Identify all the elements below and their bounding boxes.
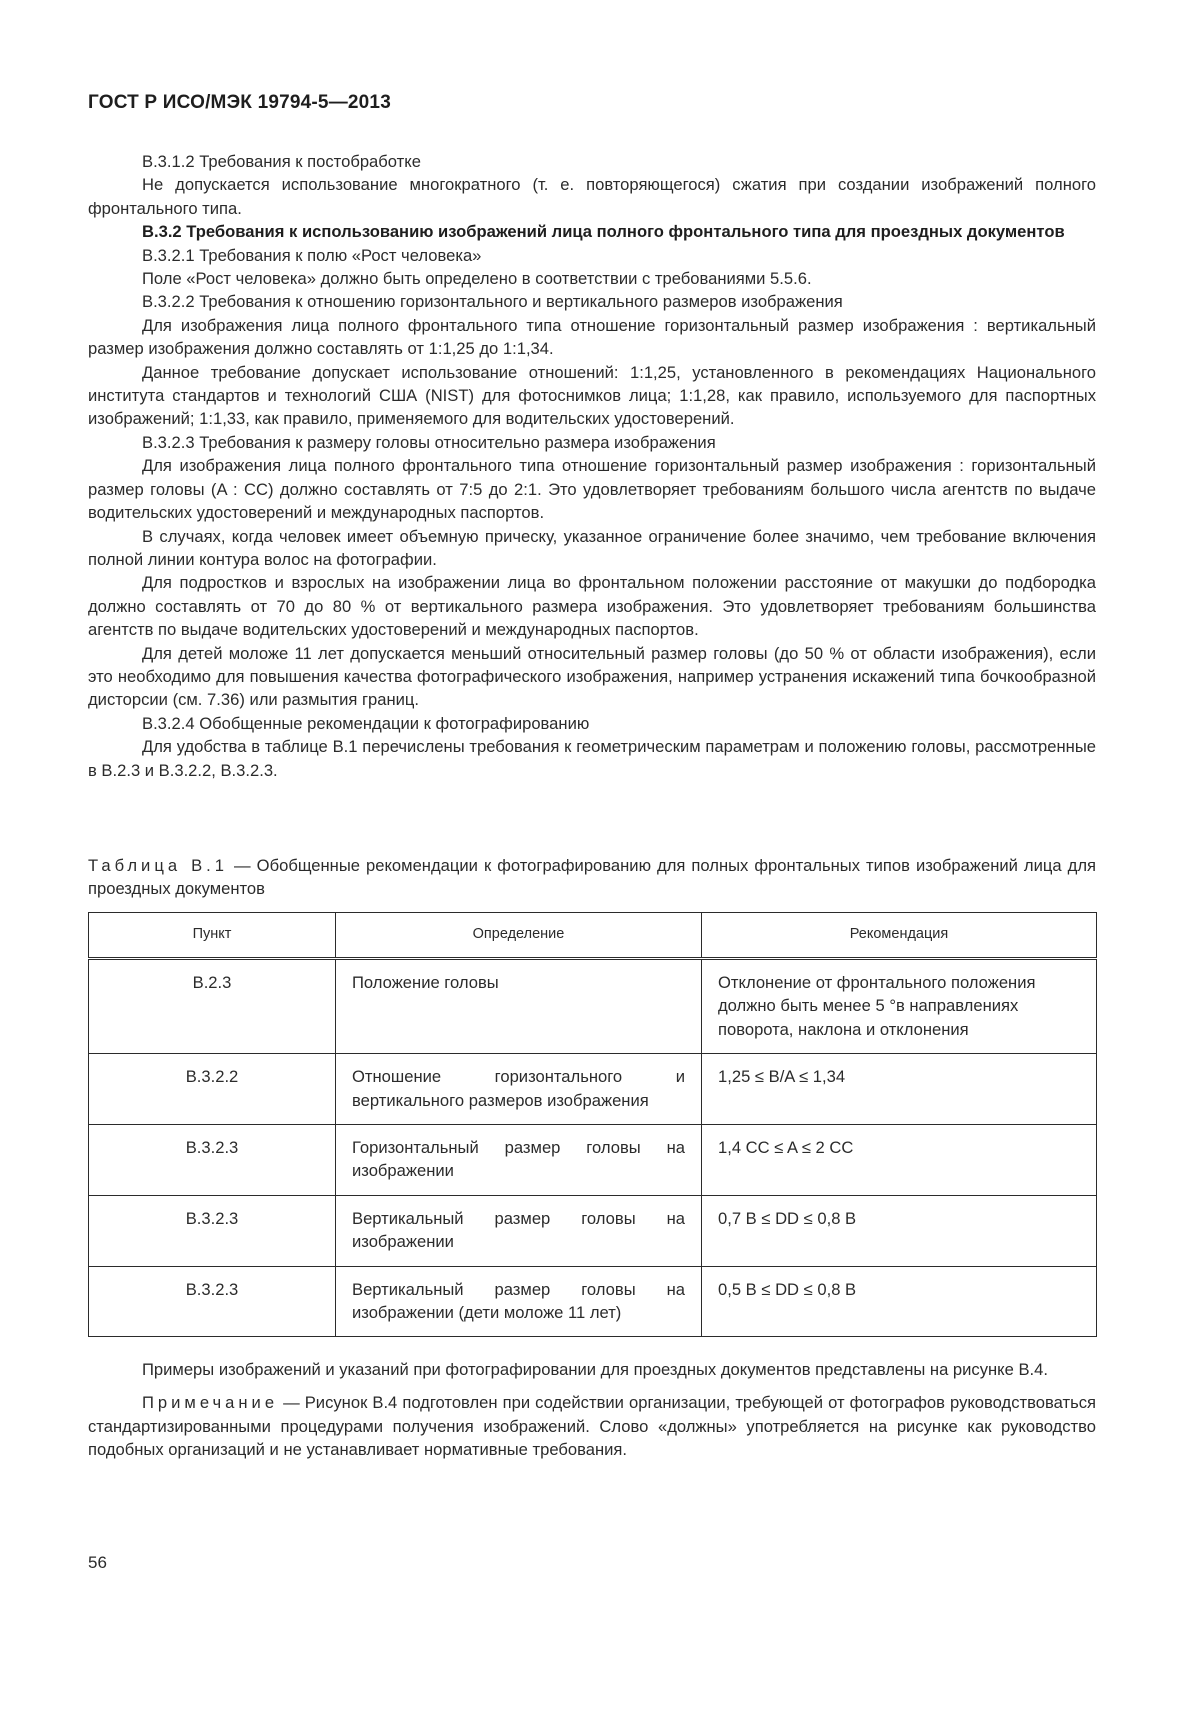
table-cell: Отношение горизонтального и вертикального размеров изображения <box>336 1054 702 1125</box>
paragraph: В.3.2.2 Требования к отношению горизонтального и вертикального размеров изображения <box>142 292 843 312</box>
table-caption-text: — Обобщенные рекомендации к фотографированию для полных фронтальных типов изображений лица для проездных документов <box>88 856 1096 899</box>
paragraph: Данное требование допускает использование отношений: 1:1,25, установленного в рекомендациях Национального института стандартов и технологий США (NIST) для фотоснимков лица; 1:1,28, как правило, используемого для паспортных изображений; 1:1,33, как правило, применяемого для водительских удостоверений. <box>88 362 1096 429</box>
table-cell: В.3.2.3 <box>89 1266 336 1337</box>
column-header-item: Пункт <box>89 913 336 959</box>
table-cell: 1,25 ≤ B/A ≤ 1,34 <box>702 1054 1097 1125</box>
table-cell: В.3.2.3 <box>89 1125 336 1196</box>
table-cell: 0,7 B ≤ DD ≤ 0,8 B <box>702 1195 1097 1266</box>
table-cell: Отклонение от фронтального положения должно быть менее 5 °в направлениях поворота, наклона и отклонения <box>702 959 1097 1054</box>
table-cell: Горизонтальный размер головы на изображении <box>336 1125 702 1196</box>
main-text <box>88 150 1096 782</box>
paragraph: Для удобства в таблице В.1 перечислены требования к геометрическим параметрам и положению головы, рассмотренные в В.2.3 и В.3.2.2, В.3.2.3. <box>88 737 1096 780</box>
note-label: Примечание <box>142 1393 279 1413</box>
table-cell: В.3.2.2 <box>89 1054 336 1125</box>
section-heading: В.3.2 Требования к использованию изображений лица полного фронтального типа для проездных документов <box>142 222 1065 242</box>
paragraph: Не допускается использование многократного (т. е. повторяющегося) сжатия при создании изображений полного фронтального типа. <box>88 175 1096 218</box>
column-header-definition: Определение <box>336 913 702 959</box>
table-cell: 0,5 B ≤ DD ≤ 0,8 B <box>702 1266 1097 1337</box>
paragraph: В.3.1.2 Требования к постобработке <box>142 152 421 171</box>
paragraph: В случаях, когда человек имеет объемную прическу, указанное ограничение более значимо, чем требование включения полной линии контура волос на фотографии. <box>88 526 1096 569</box>
table-cell: Вертикальный размер головы на изображении (дети моложе 11 лет) <box>336 1266 702 1337</box>
paragraph: Примеры изображений и указаний при фотографировании для проездных документов представлены на рисунке В.4. <box>142 1360 1048 1379</box>
paragraph: В.3.2.4 Обобщенные рекомендации к фотографированию <box>142 713 590 733</box>
table-row <box>89 1125 1097 1196</box>
paragraph: Поле «Рост человека» должно быть определено в соответствии с требованиями 5.5.6. <box>142 269 812 289</box>
column-header-recommendation: Рекомендация <box>702 913 1097 959</box>
paragraph: Для детей моложе 11 лет допускается меньший относительный размер головы (до 50 % от области изображения), если это необходимо для повышения качества фотографического изображения, например устранения искажений типа бочкообразной дисторсии (см. 7.36) или размытия границ. <box>88 643 1096 710</box>
document-header: ГОСТ Р ИСО/МЭК 19794-5—2013 <box>88 92 391 113</box>
table-cell: Вертикальный размер головы на изображении <box>336 1195 702 1266</box>
recommendations-table <box>88 912 1097 1337</box>
table-cell: 1,4 CC ≤ A ≤ 2 CC <box>702 1125 1097 1196</box>
table-cell: В.2.3 <box>89 959 336 1054</box>
note <box>88 1391 1096 1461</box>
paragraph: Для изображения лица полного фронтального типа отношение горизонтальный размер изображения : горизонтальный размер головы (A : CC) должно составлять от 7:5 до 2:1. Это удовлетворяет требованиям большого числа агентств по выдаче водительских удостоверений и международных паспортов. <box>88 456 1096 523</box>
table-header-row <box>89 913 1097 959</box>
paragraph: Для изображения лица полного фронтального типа отношение горизонтальный размер изображения : вертикальный размер изображения должно составлять от 1:1,25 до 1:1,34. <box>88 315 1096 359</box>
paragraph: В.3.2.1 Требования к полю «Рост человека» <box>142 245 482 265</box>
table-caption <box>88 854 1096 901</box>
paragraph: Для подростков и взрослых на изображении лица во фронтальном положении расстояние от макушки до подбородка должно составлять от 70 до 80 % от вертикального размера изображения. Это удовлетворяет требованиям большинства агентств по выдаче водительских удостоверений и международных паспортов. <box>88 573 1096 640</box>
table-row <box>89 1266 1097 1337</box>
paragraph: В.3.2.3 Требования к размеру головы относительно размера изображения <box>142 432 716 452</box>
table-cell: В.3.2.3 <box>89 1195 336 1266</box>
table-row <box>89 1195 1097 1266</box>
page-number: 56 <box>88 1553 107 1572</box>
table-caption-label: Таблица В.1 <box>88 856 229 875</box>
note-text: — Рисунок В.4 подготовлен при содействии организации, требующей от фотографов руководствоваться стандартизированными процедурами получения изображений. Слово «должны» употребляется на рисунке как руководство подобных организаций и не устанавливает нормативные требования. <box>88 1393 1096 1460</box>
table-row <box>89 959 1097 1054</box>
after-table-text <box>88 1358 1096 1472</box>
table-row <box>89 1054 1097 1125</box>
table-cell: Положение головы <box>336 959 702 1054</box>
